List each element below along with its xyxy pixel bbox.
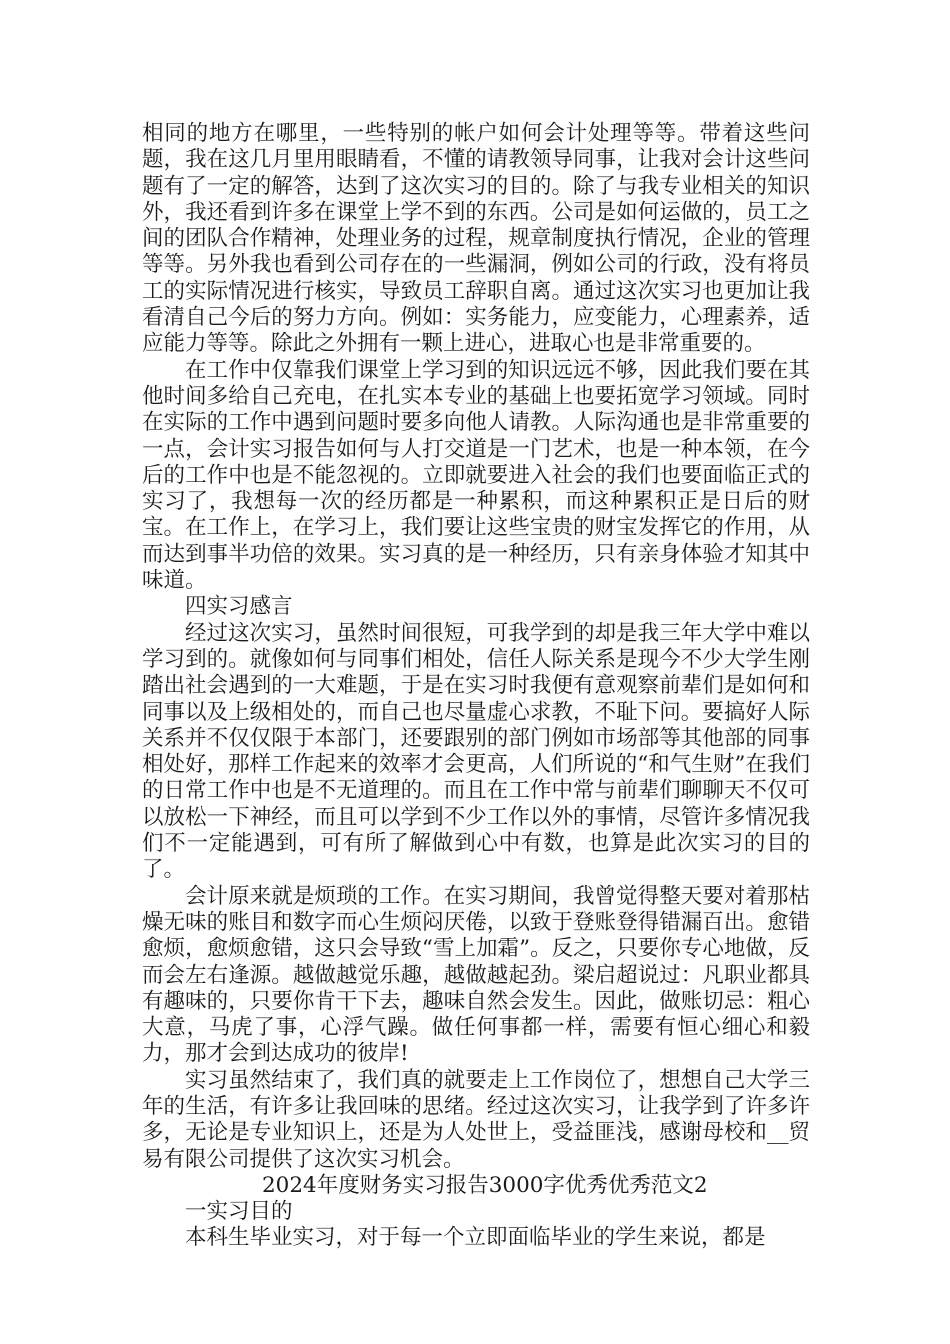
section-heading-internship-reflections: 四实习感言	[185, 594, 293, 620]
paragraph-continuation: 相同的地方在哪里，一些特别的帐户如何会计处理等等。带着这些问题，我在这几月里用眼睛看，不懂的请教领导同事，让我对会计这些问题有了一定的解答，达到了这次实习的目的。除了与我专业相关的知识外，我还看到许多在课堂上学不到的东西。公司是如何运做的，员工之间的团队合作精神，处理业务的过程，规章制度执行情况，企业的管理等等。另外我也看到公司存在的一些漏洞，例如公司的行政，没有将员工的实际情况进行核实，导致员工辞职自离。通过这次实习也更加让我看清自己今后的努力方向。例如：实务能力，应变能力，心理素养，适应能力等等。除此之外拥有一颗上进心，进取心也是非常重要的。	[142, 121, 810, 357]
paragraph-workplace-learning: 在工作中仅靠我们课堂上学习到的知识远远不够，因此我们要在其他时间多给自己充电，在扎实本专业的基础上也要拓宽学习领域。同时在实际的工作中遇到问题时要多向他人请教。人际沟通也是非常重要的一点，会计实习报告如何与人打交道是一门艺术，也是一种本领，在今后的工作中也是不能忽视的。立即就要进入社会的我们也要面临正式的实习了，我想每一次的经历都是一种累积，而这种累积正是日后的财宝。在工作上，在学习上，我们要让这些宝贵的财宝发挥它的作用，从而达到事半功倍的效果。实习真的是一种经历，只有亲身体验才知其中味道。	[142, 357, 810, 594]
paragraph-conclusion: 实习虽然结束了，我们真的就要走上工作岗位了，想想自己大学三年的生活，有许多让我回味的思绪。经过这次实习，让我学到了许多许多，无论是专业知识上，还是为人处世上，受益匪浅，感谢母校和__贸易有限公司提供了这次实习机会。	[142, 1067, 810, 1172]
paragraph-purpose: 本科生毕业实习，对于每一个立即面临毕业的学生来说，都是	[185, 1225, 766, 1251]
document-page	[142, 121, 810, 1252]
paragraph-accounting-work: 会计原来就是烦琐的工作。在实习期间，我曾觉得整天要对着那枯燥无味的账目和数字而心生烦闷厌倦，以致于登账登得错漏百出。愈错愈烦，愈烦愈错，这只会导致“雪上加霜”。反之，只要你专心地做，反而会左右逢源。越做越觉乐趣，越做越起劲。梁启超说过：凡职业都具有趣味的，只要你肯干下去，趣味自然会发生。因此，做账切忌：粗心大意，马虎了事，心浮气躁。做任何事都一样，需要有恒心细心和毅力，那才会到达成功的彼岸!	[142, 883, 810, 1067]
paragraph-reflections: 经过这次实习，虽然时间很短，可我学到的却是我三年大学中难以学习到的。就像如何与同事们相处，信任人际关系是现今不少大学生刚踏出社会遇到的一大难题，于是在实习时我便有意观察前辈们是如何和同事以及上级相处的，而自己也尽量虚心求教，不耻下问。要搞好人际关系并不仅仅限于本部门，还要跟别的部门例如市场部等其他部的同事相处好，那样工作起来的效率才会更高，人们所说的“和气生财”在我们的日常工作中也是不无道理的。而且在工作中常与前辈们聊聊天不仅可以放松一下神经，而且可以学到不少工作以外的事情，尽管许多情况我们不一定能遇到，可有所了解做到心中有数，也算是此次实习的目的了。	[142, 620, 810, 883]
document-title: 2024年度财务实习报告3000字优秀优秀范文2	[262, 1172, 708, 1198]
section-heading-internship-purpose: 一实习目的	[185, 1199, 293, 1225]
